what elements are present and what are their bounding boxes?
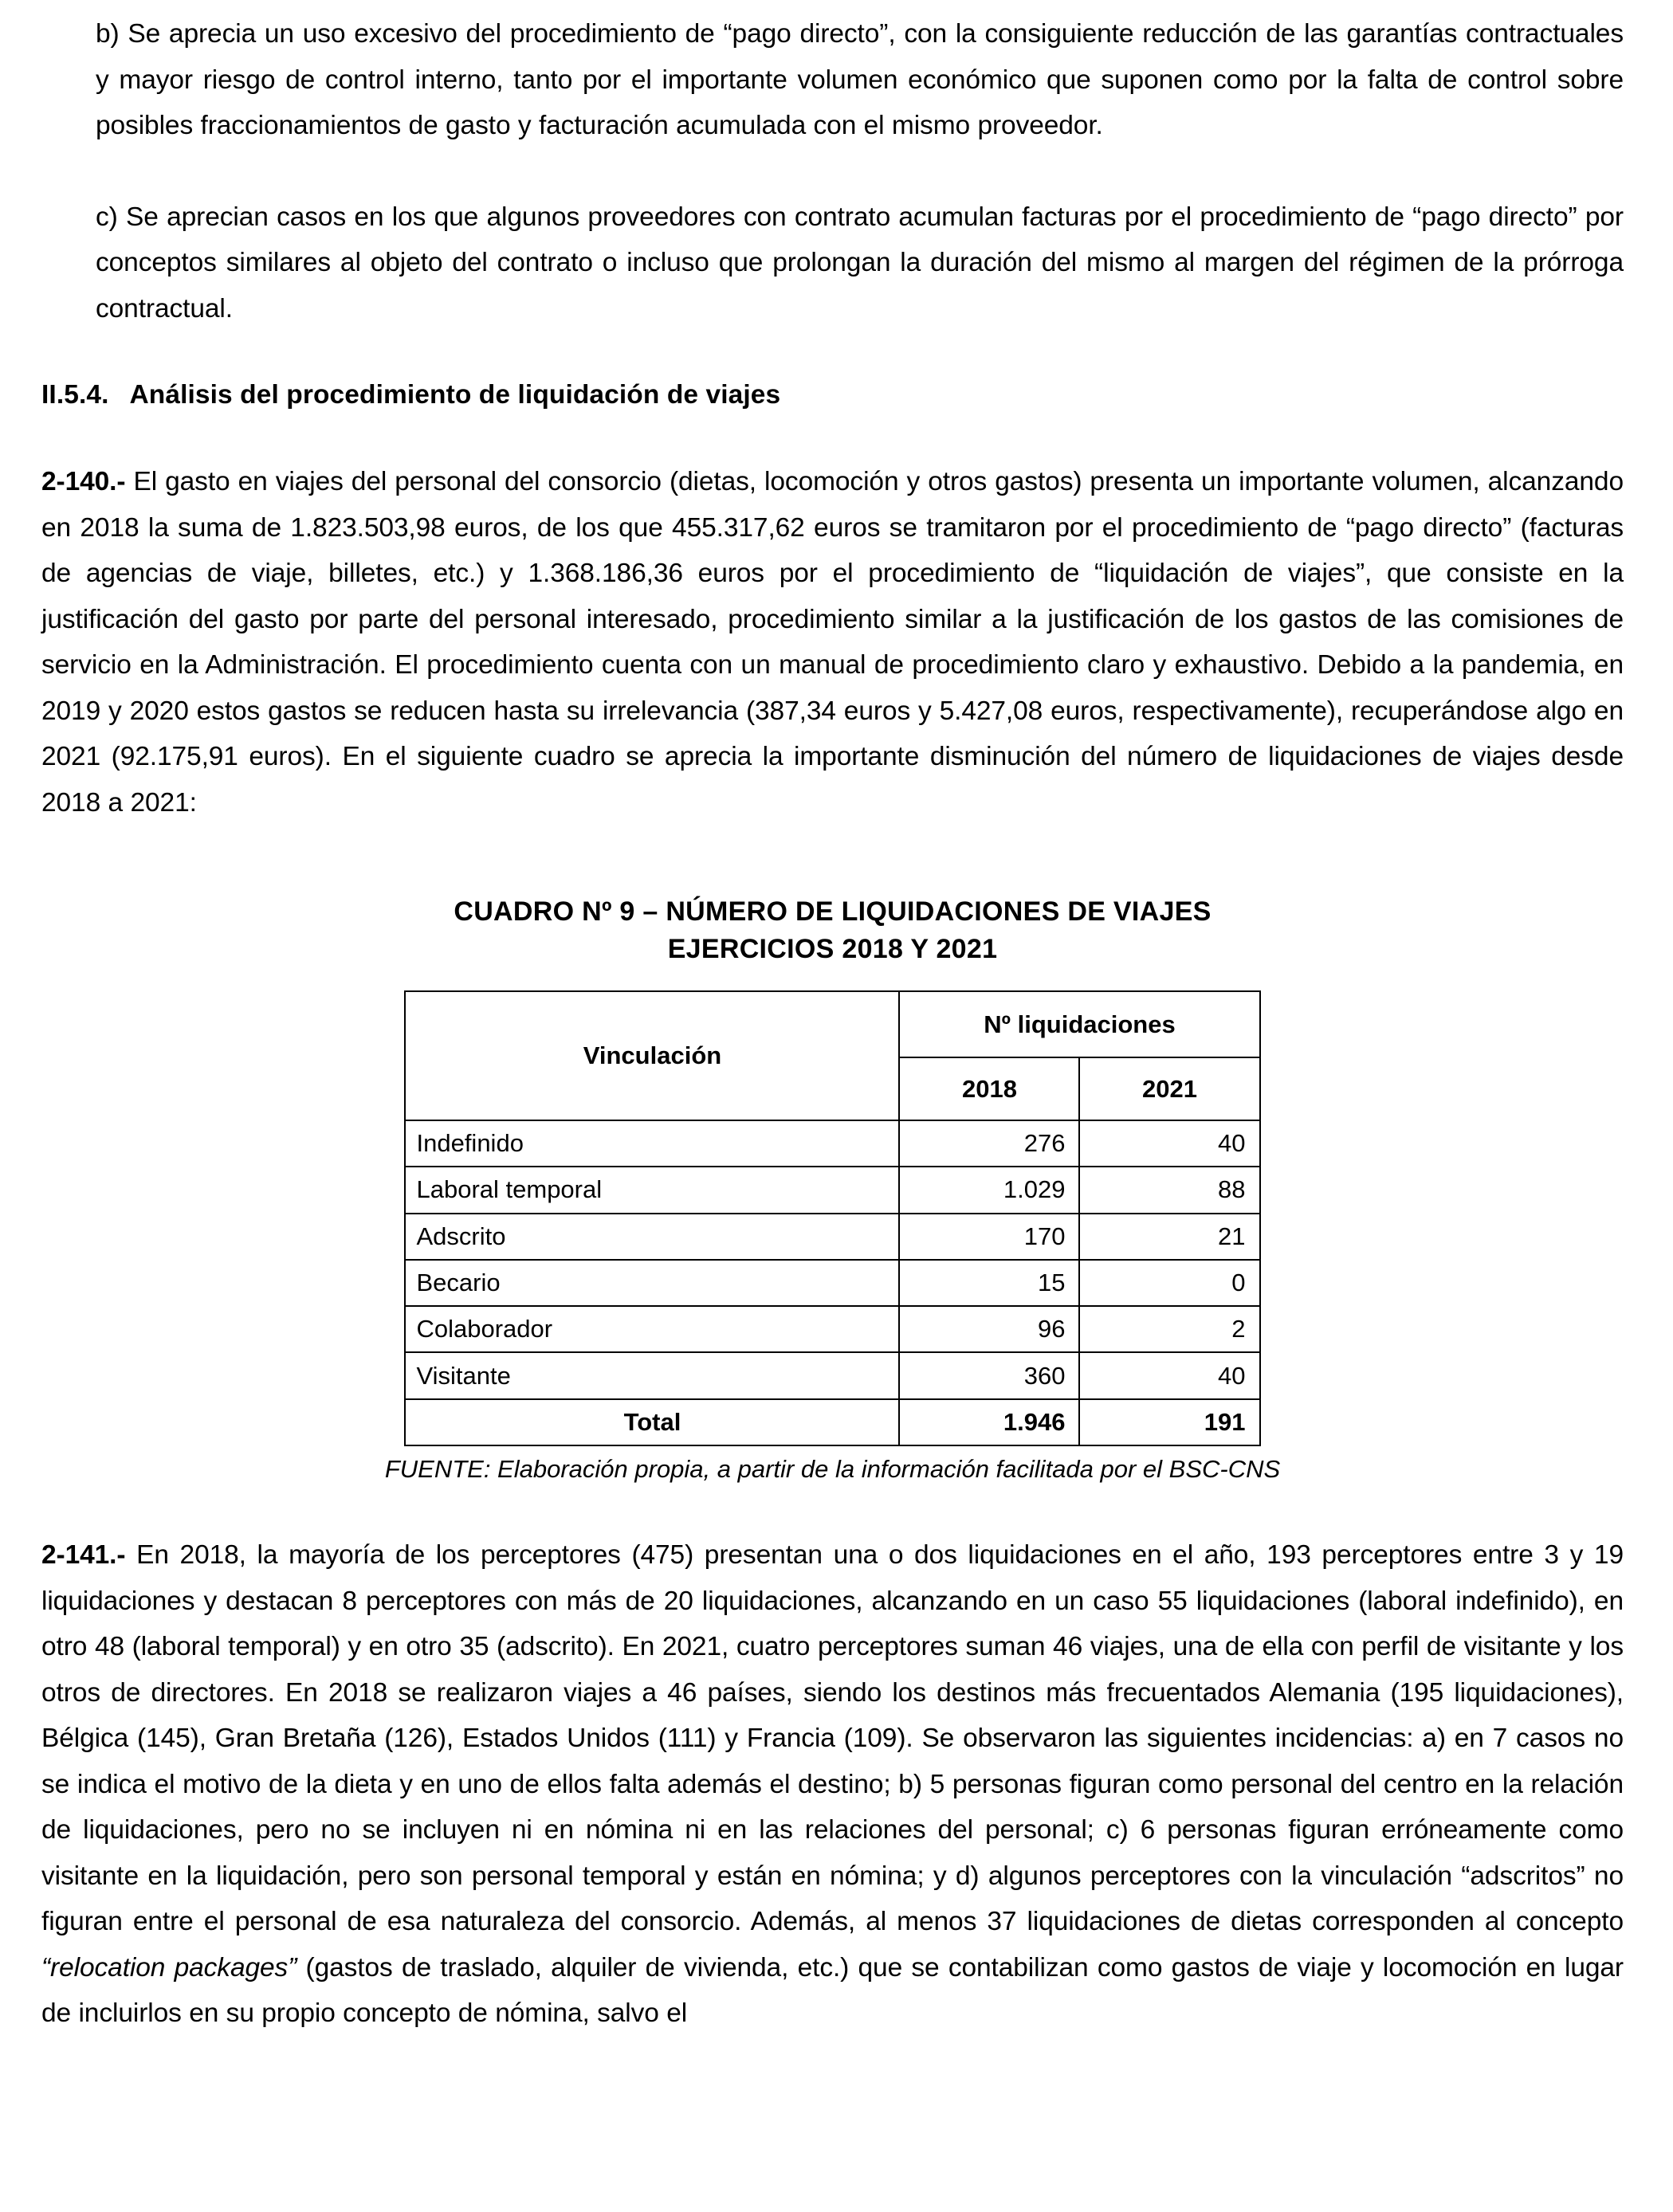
paragraph-number-2-141: 2-141.- bbox=[41, 1540, 126, 1570]
row-value-2018: 96 bbox=[899, 1306, 1079, 1352]
table-body bbox=[405, 1120, 1259, 1445]
row-value-2021: 0 bbox=[1079, 1260, 1259, 1306]
table-head bbox=[405, 991, 1259, 1120]
paragraph-2-141-text-before: En 2018, la mayoría de los perceptores (475) presentan una o dos liquidaciones en el año, 193 perceptores entre 3 y 19 liquidaciones y destacan 8 perceptores con más de 20 liquidaciones, alcanzando en un caso 55 liquidaciones (laboral indefinido), en otro 48 (laboral temporal) y en otro 35 (adscrito). En 2021, cuatro perceptores suman 46 viajes, una de ella con perfil de visitante y los otros de directores. En 2018 se realizaron viajes a 46 países, siendo los destinos más frecuentados Alemania (195 liquidaciones), Bélgica (145), Gran Bretaña (126), Estados Unidos (111) y Francia (109). Se observaron las siguientes incidencias: a) en 7 casos no se indica el motivo de la dieta y en uno de ellos falta además el destino; b) 5 personas figuran como personal del centro en la relación de liquidaciones, pero no se incluyen ni en nómina ni en las relaciones del personal; c) 6 personas figuran erróneamente como visitante en la liquidación, pero son personal temporal y están en nómina; y d) algunos perceptores con la vinculación “adscritos” no figuran entre el personal de esa naturaleza del consorcio. Además, al menos 37 liquidaciones de dietas corresponden al concepto bbox=[41, 1540, 1624, 1936]
row-label: Adscrito bbox=[405, 1214, 899, 1260]
table-spacer-top-extra bbox=[41, 871, 1624, 893]
table-spacer-mid bbox=[41, 968, 1624, 990]
header-year-2021: 2021 bbox=[1079, 1057, 1259, 1120]
paragraph-2-140-text: El gasto en viajes del personal del consorcio (dietas, locomoción y otros gastos) presenta un importante volumen, alcanzando en 2018 la suma de 1.823.503,98 euros, de los que 455.317,62 euros se tramitaron por el procedimiento de “pago directo” (facturas de agencias de viaje, billetes, etc.) y 1.368.186,36 euros por el procedimiento de “liquidación de viajes”, que consiste en la justificación del gasto por parte del personal interesado, procedimiento similar a la justificación de los gastos de las comisiones de servicio en la Administración. El procedimiento cuenta con un manual de procedimiento claro y exhaustivo. Debido a la pandemia, en 2019 y 2020 estos gastos se reducen hasta su irrelevancia (387,34 euros y 5.427,08 euros, respectivamente), recuperándose algo en 2021 (92.175,91 euros). En el siguiente cuadro se aprecia la importante disminución del número de liquidaciones de viajes desde 2018 a 2021: bbox=[41, 467, 1624, 818]
table-row bbox=[405, 1120, 1259, 1167]
table-row bbox=[405, 1167, 1259, 1213]
row-value-2021: 21 bbox=[1079, 1214, 1259, 1260]
table-header-row-1 bbox=[405, 991, 1259, 1057]
row-label: Visitante bbox=[405, 1352, 899, 1398]
liquidaciones-table bbox=[404, 990, 1260, 1446]
table-spacer-bottom bbox=[41, 1487, 1624, 1532]
table-row bbox=[405, 1306, 1259, 1352]
heading-spacer-top bbox=[41, 331, 1624, 377]
row-label: Colaborador bbox=[405, 1306, 899, 1352]
row-value-2018: 15 bbox=[899, 1260, 1079, 1306]
paragraph-2-141 bbox=[41, 1532, 1624, 2037]
row-value-2021: 40 bbox=[1079, 1352, 1259, 1398]
row-label: Indefinido bbox=[405, 1120, 899, 1167]
header-vinculacion: Vinculación bbox=[405, 991, 899, 1120]
heading-spacer-bottom bbox=[41, 414, 1624, 459]
paragraph-item-b: b) Se aprecia un uso excesivo del procedimiento de “pago directo”, con la consiguiente reducción de las garantías contractuales y mayor riesgo de control interno, tanto por el importante volumen económico que suponen como por la falta de control sobre posibles fraccionamientos de gasto y facturación acumulada con el mismo proveedor. bbox=[96, 19, 1624, 140]
row-value-2021: 88 bbox=[1079, 1167, 1259, 1213]
table-row bbox=[405, 1352, 1259, 1398]
row-label: Becario bbox=[405, 1260, 899, 1306]
header-year-2018: 2018 bbox=[899, 1057, 1079, 1120]
paragraph-spacer bbox=[41, 149, 1624, 194]
relocation-packages-term: “relocation packages” bbox=[41, 1952, 297, 1983]
row-value-2018: 170 bbox=[899, 1214, 1079, 1260]
table-total-row bbox=[405, 1399, 1259, 1445]
total-value-2018: 1.946 bbox=[899, 1399, 1079, 1445]
section-heading bbox=[41, 377, 1624, 414]
section-title: Análisis del procedimiento de liquidación de viajes bbox=[129, 380, 781, 410]
table-row bbox=[405, 1260, 1259, 1306]
paragraph-2-140 bbox=[41, 459, 1624, 826]
paragraph-2-141-text-after: (gastos de traslado, alquiler de vivienda, etc.) que se contabilizan como gastos de viaje y locomoción en lugar de incluirlos en su propio concepto de nómina, salvo el bbox=[41, 1952, 1624, 2028]
table-title-line-2: EJERCICIOS 2018 Y 2021 bbox=[667, 934, 998, 964]
table-title-line-1: CUADRO Nº 9 – NÚMERO DE LIQUIDACIONES DE VIAJES bbox=[454, 896, 1212, 927]
table-source-note: FUENTE: Elaboración propia, a partir de la información facilitada por el BSC-CNS bbox=[384, 1455, 1281, 1483]
section-number: II.5.4. bbox=[41, 380, 109, 410]
table-container bbox=[41, 990, 1624, 1445]
paragraph-item-c: c) Se aprecian casos en los que algunos proveedores con contrato acumulan facturas por el procedimiento de “pago directo” por conceptos similares al objeto del contrato o incluso que prolongan la duración del mismo al margen del régimen de la prórroga contractual. bbox=[96, 202, 1624, 324]
row-value-2021: 2 bbox=[1079, 1306, 1259, 1352]
row-label: Laboral temporal bbox=[405, 1167, 899, 1213]
row-value-2018: 360 bbox=[899, 1352, 1079, 1398]
header-num-liquidaciones: Nº liquidaciones bbox=[899, 991, 1259, 1057]
row-value-2018: 276 bbox=[899, 1120, 1079, 1167]
total-label: Total bbox=[405, 1399, 899, 1445]
table-row bbox=[405, 1214, 1259, 1260]
table-spacer-top bbox=[41, 826, 1624, 871]
total-value-2021: 191 bbox=[1079, 1399, 1259, 1445]
row-value-2018: 1.029 bbox=[899, 1167, 1079, 1213]
row-value-2021: 40 bbox=[1079, 1120, 1259, 1167]
paragraph-number-2-140: 2-140.- bbox=[41, 467, 126, 496]
